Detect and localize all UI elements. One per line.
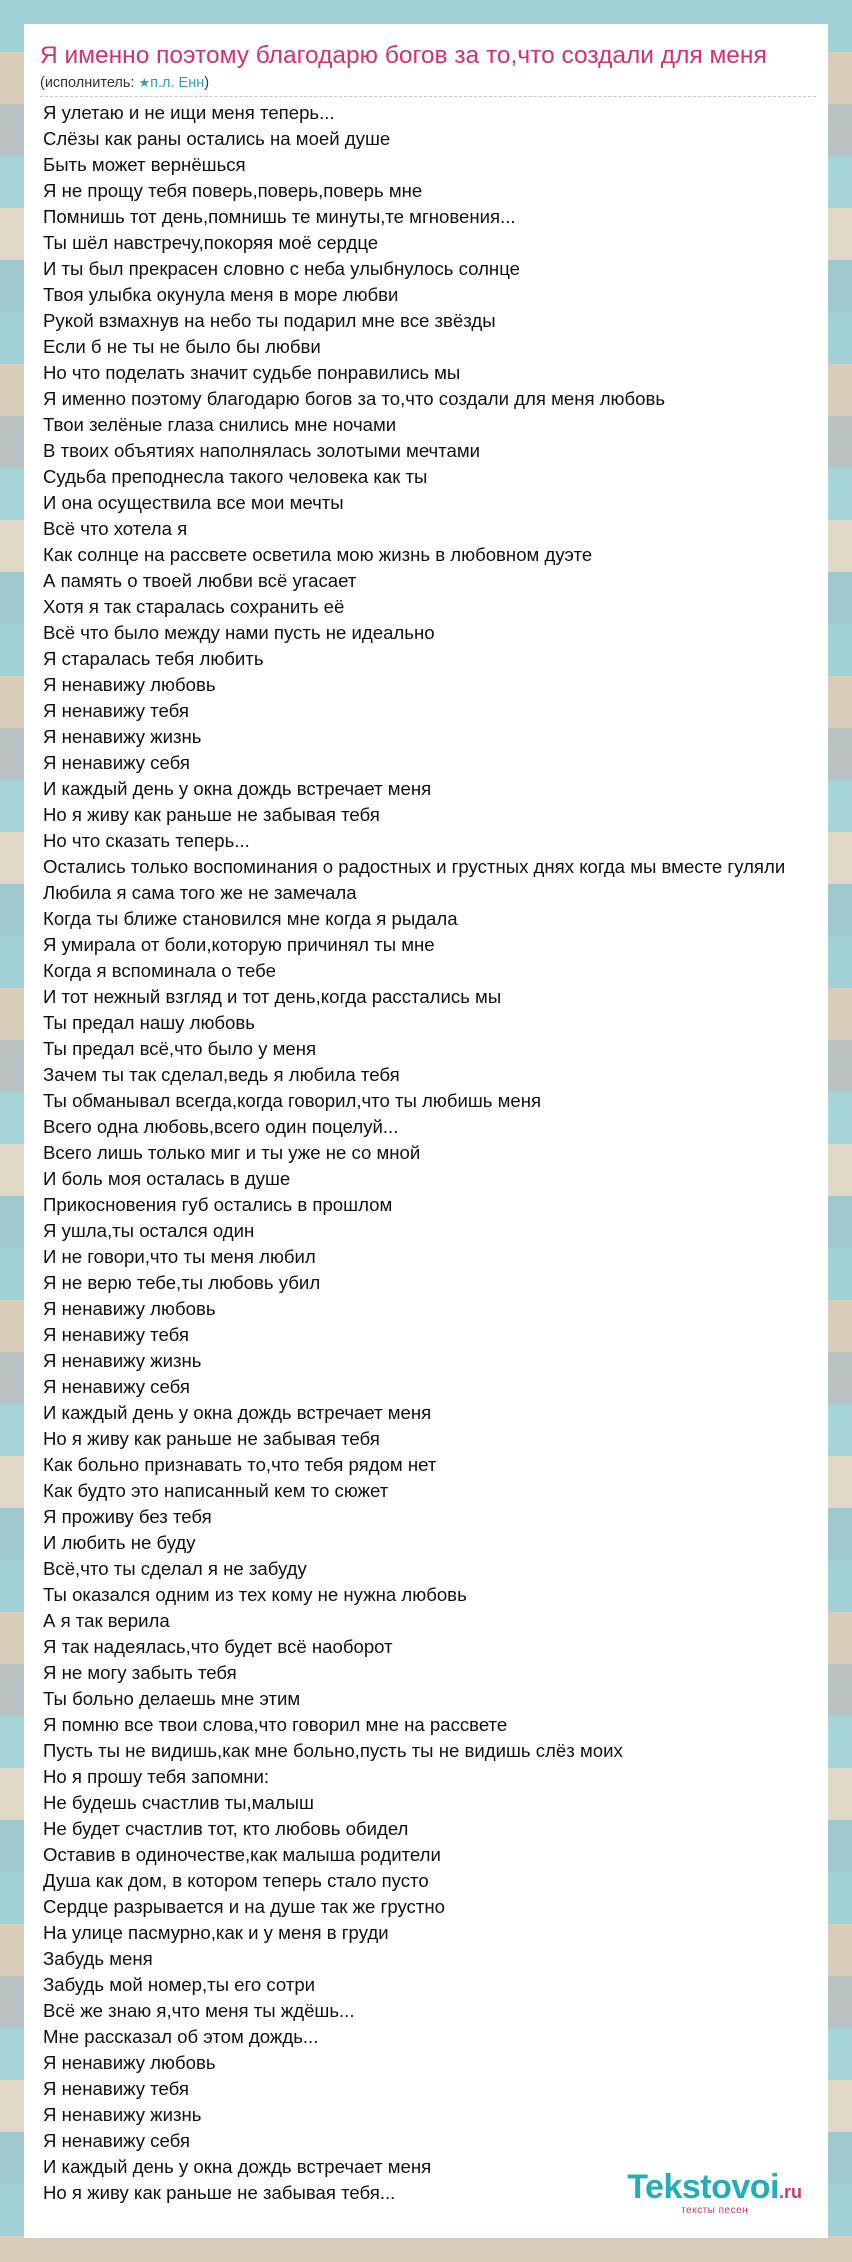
lyrics-text xyxy=(43,100,785,2206)
lyric-line: На улице пасмурно,как и у меня в груди xyxy=(43,1922,389,1943)
lyric-line: Ты предал нашу любовь xyxy=(43,1012,255,1033)
lyric-line: Но я живу как раньше не забывая тебя... xyxy=(43,2182,396,2203)
lyric-line: Я ненавижу жизнь xyxy=(43,2104,202,2125)
lyric-line: И любить не буду xyxy=(43,1532,196,1553)
lyric-line: Как солнце на рассвете осветила мою жизнь в любовном дуэте xyxy=(43,544,593,565)
lyric-line: И тот нежный взгляд и тот день,когда расстались мы xyxy=(43,986,502,1007)
lyric-line: Любила я сама того же не замечала xyxy=(43,882,357,903)
lyric-line: Твои зелёные глаза снились мне ночами xyxy=(43,414,397,435)
lyric-line: Я ненавижу любовь xyxy=(43,1298,216,1319)
site-logo[interactable] xyxy=(627,2170,802,2216)
lyric-line: Но я живу как раньше не забывая тебя xyxy=(43,804,380,825)
lyric-line: Не будет счастлив тот, кто любовь обидел xyxy=(43,1818,409,1839)
lyric-line: Помнишь тот день,помнишь те минуты,те мгновения... xyxy=(43,206,516,227)
lyric-line: Не будешь счастлив ты,малыш xyxy=(43,1792,314,1813)
artist-prefix: (исполнитель: xyxy=(40,75,139,91)
lyric-line: Я так надеялась,что будет всё наоборот xyxy=(43,1636,393,1657)
lyric-line: Зачем ты так сделал,ведь я любила тебя xyxy=(43,1064,400,1085)
song-title: Я именно поэтому благодарю богов за то,что создали для меня xyxy=(40,42,767,69)
lyric-line: Быть может вернёшься xyxy=(43,154,246,175)
lyric-line: И каждый день у окна дождь встречает меня xyxy=(43,1402,432,1423)
lyric-line: Забудь мой номер,ты его сотри xyxy=(43,1974,316,1995)
lyric-line: Но я прошу тебя запомни: xyxy=(43,1766,270,1787)
lyric-line: Я ненавижу тебя xyxy=(43,2078,189,2099)
artist-link[interactable]: п.л. Енн xyxy=(150,75,205,91)
lyric-line: Я ненавижу тебя xyxy=(43,1324,189,1345)
lyric-line: Я умирала от боли,которую причинял ты мне xyxy=(43,934,435,955)
logo-tagline: тексты песен xyxy=(681,2205,749,2216)
lyric-line: Я помню все твои слова,что говорил мне на рассвете xyxy=(43,1714,508,1735)
lyric-line: Я не могу забыть тебя xyxy=(43,1662,237,1683)
lyric-line: Как больно признавать то,что тебя рядом нет xyxy=(43,1454,437,1475)
lyric-line: Всё что было между нами пусть не идеально xyxy=(43,622,435,643)
lyric-line: Я ушла,ты остался один xyxy=(43,1220,255,1241)
lyric-line: Всё что хотела я xyxy=(43,518,188,539)
lyric-line: Я ненавижу себя xyxy=(43,2130,190,2151)
lyric-line: И не говори,что ты меня любил xyxy=(43,1246,316,1267)
lyric-line: Душа как дом, в котором теперь стало пусто xyxy=(43,1870,429,1891)
lyric-line: В твоих объятиях наполнялась золотыми мечтами xyxy=(43,440,481,461)
lyric-line: Ты больно делаешь мне этим xyxy=(43,1688,301,1709)
lyric-line: А память о твоей любви всё угасает xyxy=(43,570,357,591)
lyric-line: Я ненавижу себя xyxy=(43,752,190,773)
lyric-line: Сердце разрывается и на душе так же грустно xyxy=(43,1896,445,1917)
lyric-line: Я ненавижу жизнь xyxy=(43,1350,202,1371)
lyric-line: Твоя улыбка окунула меня в море любви xyxy=(43,284,399,305)
lyric-line: Пусть ты не видишь,как мне больно,пусть ты не видишь слёз моих xyxy=(43,1740,623,1761)
logo-tld-text: .ru xyxy=(778,2182,802,2202)
lyric-line: И каждый день у окна дождь встречает меня xyxy=(43,2156,432,2177)
lyric-line: Ты предал всё,что было у меня xyxy=(43,1038,317,1059)
lyric-line: Я именно поэтому благодарю богов за то,что создали для меня любовь xyxy=(43,388,666,409)
lyric-line: Я старалась тебя любить xyxy=(43,648,264,669)
lyric-line: Всего лишь только миг и ты уже не со мной xyxy=(43,1142,421,1163)
lyric-line: Я проживу без тебя xyxy=(43,1506,212,1527)
lyric-line: Я улетаю и не ищи меня теперь... xyxy=(43,102,335,123)
lyric-line: Я ненавижу себя xyxy=(43,1376,190,1397)
lyric-line: Я ненавижу тебя xyxy=(43,700,189,721)
lyric-line: Хотя я так старалась сохранить её xyxy=(43,596,345,617)
lyric-line: Но что поделать значит судьбе понравились мы xyxy=(43,362,461,383)
lyric-line: И она осуществила все мои мечты xyxy=(43,492,344,513)
lyric-line: И ты был прекрасен словно с неба улыбнулось солнце xyxy=(43,258,520,279)
lyric-line: Но что сказать теперь... xyxy=(43,830,250,851)
logo-main-text: Tekstovoi xyxy=(627,2168,779,2206)
lyric-line: Я ненавижу жизнь xyxy=(43,726,202,747)
lyrics-card xyxy=(24,24,828,2238)
lyric-line: Мне рассказал об этом дождь... xyxy=(43,2026,319,2047)
lyric-line: Ты оказался одним из тех кому не нужна любовь xyxy=(43,1584,467,1605)
lyric-line: Судьба преподнесла такого человека как ты xyxy=(43,466,428,487)
lyric-line: Прикосновения губ остались в прошлом xyxy=(43,1194,393,1215)
lyric-line: Я ненавижу любовь xyxy=(43,2052,216,2073)
lyric-line: Всего одна любовь,всего один поцелуй... xyxy=(43,1116,399,1137)
lyric-line: Как будто это написанный кем то сюжет xyxy=(43,1480,389,1501)
lyric-line: Всё,что ты сделал я не забуду xyxy=(43,1558,307,1579)
lyric-line: Я ненавижу любовь xyxy=(43,674,216,695)
lyric-line: Но я живу как раньше не забывая тебя xyxy=(43,1428,380,1449)
lyric-line: Остались только воспоминания о радостных и грустных днях когда мы вместе гуляли xyxy=(43,856,786,877)
lyric-line: Ты шёл навстречу,покоряя моё сердце xyxy=(43,232,379,253)
star-icon: ★ xyxy=(138,75,151,90)
lyric-line: Ты обманывал всегда,когда говорил,что ты любишь меня xyxy=(43,1090,542,1111)
lyric-line: А я так верила xyxy=(43,1610,170,1631)
lyric-line: Слёзы как раны остались на моей душе xyxy=(43,128,391,149)
artist-line xyxy=(40,73,816,97)
lyric-line: Всё же знаю я,что меня ты ждёшь... xyxy=(43,2000,355,2021)
lyric-line: И боль моя осталась в душе xyxy=(43,1168,291,1189)
lyric-line: Забудь меня xyxy=(43,1948,153,1969)
artist-suffix: ) xyxy=(204,75,210,91)
lyric-line: Рукой взмахнув на небо ты подарил мне все звёзды xyxy=(43,310,496,331)
lyric-line: Я не верю тебе,ты любовь убил xyxy=(43,1272,321,1293)
lyric-line: Если б не ты не было бы любви xyxy=(43,336,321,357)
lyric-line: Когда я вспоминала о тебе xyxy=(43,960,276,981)
lyric-line: Когда ты ближе становился мне когда я рыдала xyxy=(43,908,458,929)
lyric-line: И каждый день у окна дождь встречает меня xyxy=(43,778,432,799)
lyric-line: Я не прощу тебя поверь,поверь,поверь мне xyxy=(43,180,423,201)
lyric-line: Оставив в одиночестве,как малыша родители xyxy=(43,1844,441,1865)
